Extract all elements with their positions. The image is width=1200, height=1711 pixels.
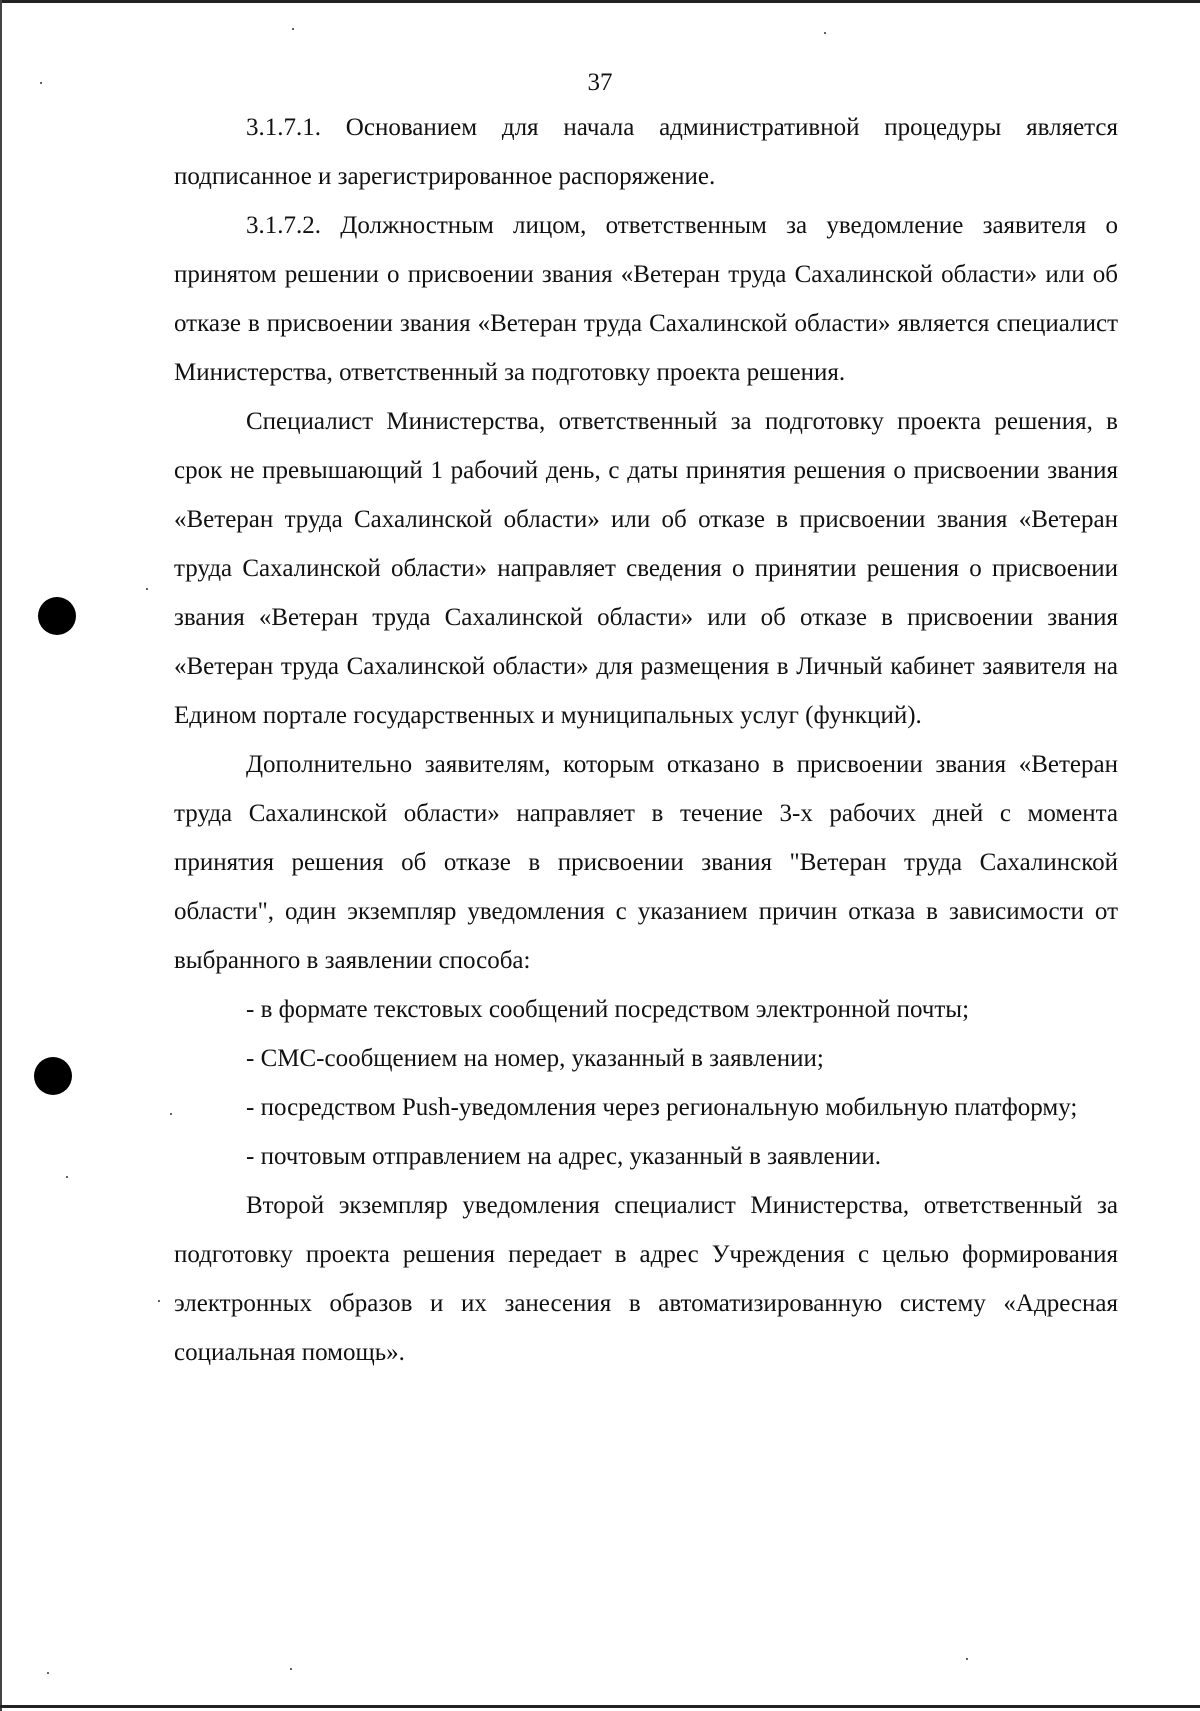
- paragraph: Дополнительно заявителям, которым отказано в присвоении звания «Ветеран труда Сахалинской области» направляет в течение 3-х рабочих дней с момента принятия решения об отказе в присвоении звания "Ветеран труда Сахалинской области", один экземпляр уведомления с указанием причин отказа в зависимости от выбранного в заявлении способа:: [174, 751, 1118, 974]
- paragraph: 3.1.7.2. Должностным лицом, ответственным за уведомление заявителя о принятом решении о присвоении звания «Ветеран труда Сахалинской области» или об отказе в присвоении звания «Ветеран труда Сахалинской области» является специалист Министерства, ответственный за подготовку проекта решения.: [174, 212, 1118, 386]
- paragraph: Второй экземпляр уведомления специалист Министерства, ответственный за подготовку проекта решения передает в адрес Учреждения с целью формирования электронных образов и их занесения в автоматизированную систему «Адресная социальная помощь».: [174, 1192, 1118, 1366]
- punch-hole: [38, 597, 76, 635]
- list-item: - в формате текстовых сообщений посредством электронной почты;: [246, 996, 970, 1023]
- scan-speck: [292, 28, 294, 30]
- scan-speck: [824, 32, 826, 34]
- list-item: - СМС-сообщением на номер, указанный в заявлении;: [246, 1045, 824, 1072]
- scan-speck: [158, 1300, 160, 1302]
- page-number: 37: [587, 69, 613, 96]
- scan-bottom-edge: [0, 1705, 1200, 1708]
- scan-speck: [66, 1176, 68, 1178]
- scan-speck: [47, 1672, 49, 1674]
- scan-speck: [966, 1658, 968, 1660]
- scan-left-edge: [0, 0, 2, 1711]
- scan-speck: [146, 588, 148, 590]
- paragraph: 3.1.7.1. Основанием для начала административной процедуры является подписанное и зарегистрированное распоряжение.: [174, 114, 1118, 190]
- punch-hole: [34, 1057, 72, 1095]
- paragraph: Специалист Министерства, ответственный за подготовку проекта решения, в срок не превышающий 1 рабочий день, с даты принятия решения о присвоении звания «Ветеран труда Сахалинской области» или об отказе в присвоении звания «Ветеран труда Сахалинской области» направляет сведения о принятии решения о присвоении звания «Ветеран труда Сахалинской области» или об отказе в присвоении звания «Ветеран труда Сахалинской области» для размещения в Личный кабинет заявителя на Едином портале государственных и муниципальных услуг (функций).: [174, 408, 1118, 729]
- scan-speck: [170, 1113, 172, 1115]
- document-body: [174, 103, 1118, 1377]
- list-item: - почтовым отправлением на адрес, указанный в заявлении.: [246, 1143, 882, 1170]
- scan-speck: [290, 1668, 292, 1670]
- scan-top-edge: [0, 0, 1200, 3]
- list-item: - посредством Push-уведомления через региональную мобильную платформу;: [246, 1094, 1078, 1121]
